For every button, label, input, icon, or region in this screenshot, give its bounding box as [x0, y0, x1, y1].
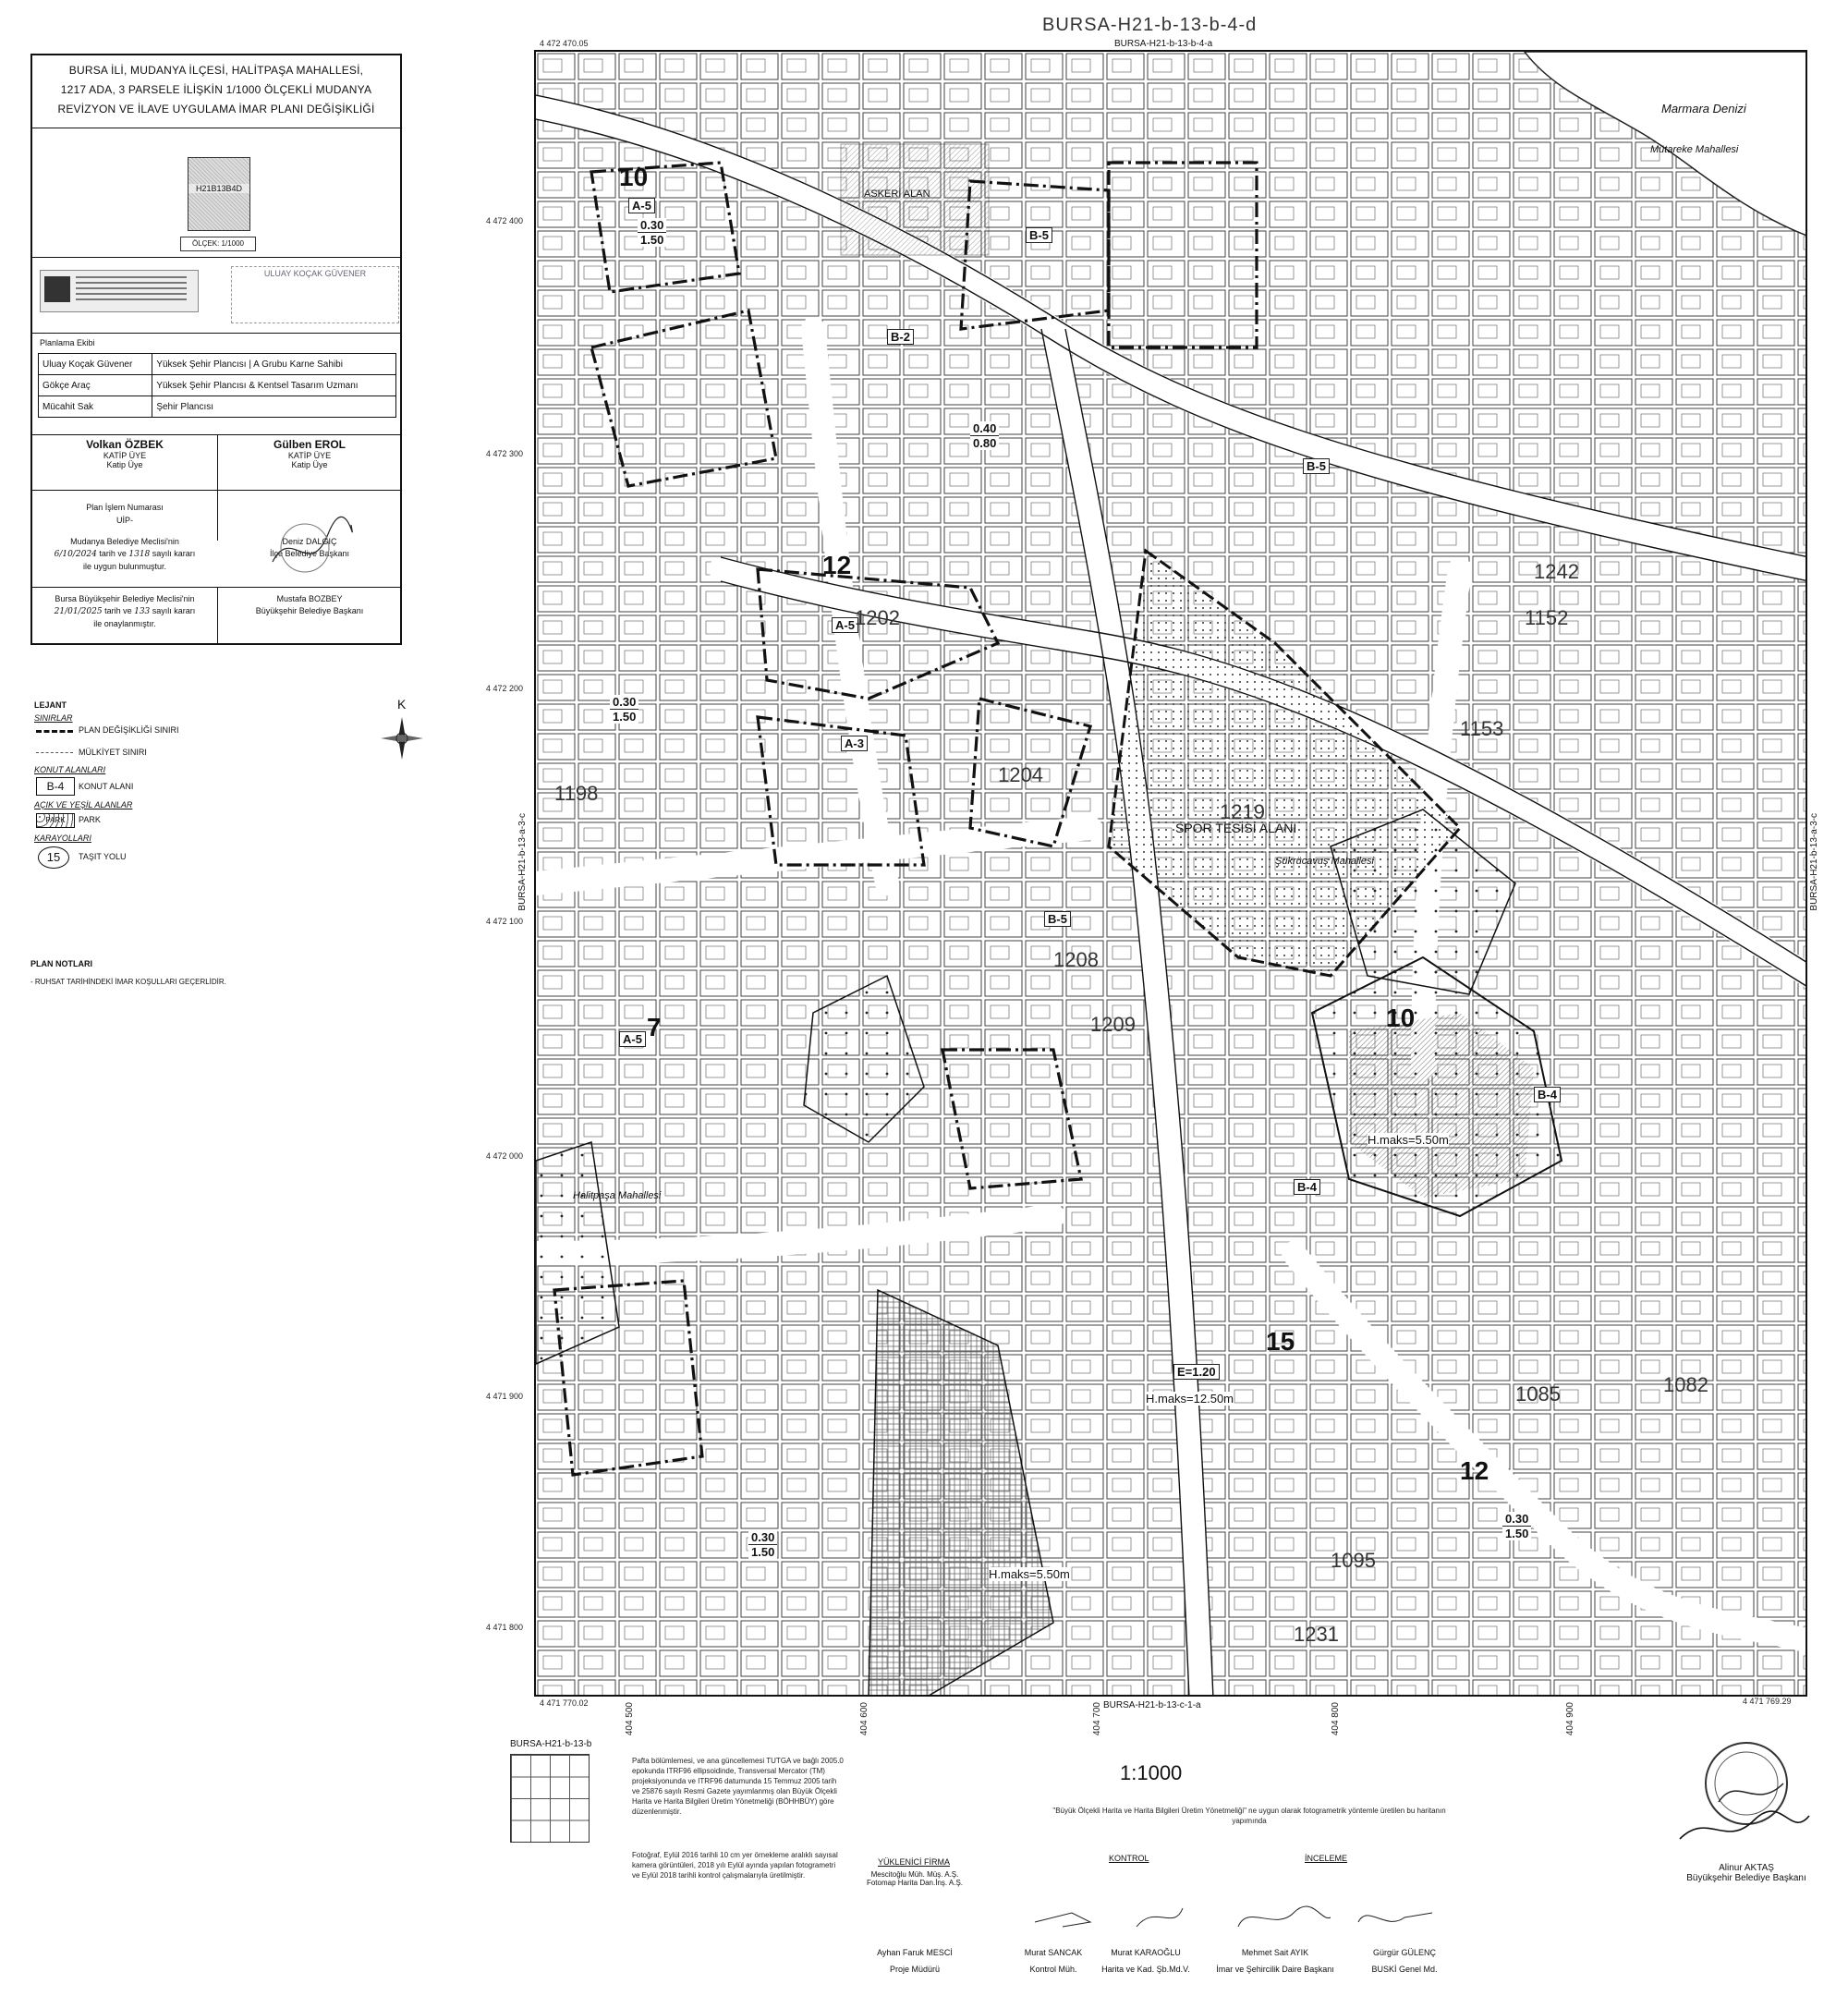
- signer-right-role: KATİP ÜYE: [287, 451, 332, 460]
- legend-section-head: KONUT ALANLARI: [34, 765, 106, 774]
- signer-left: [32, 438, 217, 469]
- zone-label[interactable]: A-5: [619, 1031, 646, 1047]
- signer-left-role-2: Katip Üye: [106, 460, 143, 469]
- title-block: [30, 54, 402, 645]
- contractor-head: YÜKLENİCİ FİRMA: [878, 1857, 951, 1867]
- plan-notes: [30, 959, 289, 986]
- table-row: [39, 375, 396, 396]
- plan-title-line-1: BURSA İLİ, MUDANYA İLÇESİ, HALİTPAŞA MAHALLESİ,: [68, 64, 364, 77]
- x-tick: 404 500: [625, 1702, 635, 1736]
- parcel-number[interactable]: 1153: [1460, 717, 1504, 740]
- place-label: Halitpaşa Mahallesi: [573, 1190, 662, 1201]
- approval-date: 6/10/2024: [54, 550, 97, 559]
- legend-section-head: AÇIK VE YEŞİL ALANLAR: [34, 800, 133, 809]
- density-value: 0.30: [1502, 1512, 1531, 1527]
- y-tick: 4 471 800: [486, 1623, 524, 1632]
- zone-label[interactable]: B-5: [1044, 911, 1071, 927]
- y-tick: 4 472 000: [486, 1151, 524, 1161]
- parcel-number[interactable]: 1204: [998, 763, 1043, 786]
- y-tick: 4 472 300: [486, 449, 524, 458]
- approval-text: tarih ve: [99, 549, 127, 558]
- plan-number-label: Plan İşlem Numarası: [86, 503, 164, 512]
- signatory-name: Murat SANCAK: [1024, 1948, 1083, 1957]
- contractor-companies: [859, 1870, 970, 1887]
- y-tick: 4 471 900: [486, 1392, 524, 1401]
- parcel-number[interactable]: 1208: [1053, 948, 1099, 971]
- approval-text: tarih ve: [104, 606, 132, 615]
- y-tick: 4 472 400: [486, 216, 524, 225]
- adjacent-sheet-right: BURSA-H21-b-13-a-3-c: [1809, 813, 1819, 911]
- corner-coordinate: 4 471 769.29: [1743, 1697, 1792, 1706]
- signatory-role: Kontrol Müh.: [1029, 1965, 1077, 1974]
- production-note: "Büyük Ölçekli Harita ve Harita Bilgileri Üretim Yönetmeliği" ne uygun olarak fotogrametrik yöntemle üretilen bu haritanın yapımında: [1052, 1807, 1446, 1825]
- team-title: Planlama Ekibi: [40, 338, 95, 347]
- district-mayor-name: Deniz DALGIÇ: [282, 537, 337, 546]
- signatory-name: Ayhan Faruk MESCİ: [877, 1948, 953, 1957]
- signatory-role: İmar ve Şehircilik Daire Başkanı: [1216, 1965, 1334, 1974]
- signer-right: [217, 438, 402, 469]
- signatory-role: Harita ve Kad. Şb.Md.V.: [1101, 1965, 1190, 1974]
- sheet-index-grid: [510, 1754, 590, 1843]
- plan-number-value: UİP-: [116, 516, 133, 525]
- mayor-footer-role: Büyükşehir Belediye Başkanı: [1686, 1873, 1806, 1883]
- plan-boundary-symbol: [36, 730, 73, 733]
- company-name: Mescitoğlu Müh. Müş. A.Ş.: [870, 1870, 959, 1879]
- density-value: 1.50: [638, 233, 666, 247]
- zone-label[interactable]: B-5: [1026, 227, 1052, 243]
- team-name: Gökçe Araç: [39, 375, 152, 396]
- signatory-name: Mehmet Sait AYIK: [1241, 1948, 1309, 1957]
- signatory-name: Murat KARAOĞLU: [1111, 1948, 1181, 1957]
- team-role: Yüksek Şehir Plancısı & Kentsel Tasarım Uzmanı: [152, 375, 396, 396]
- height-limit: H.maks=5.50m: [989, 1567, 1070, 1581]
- municipal-approval: [32, 536, 217, 573]
- approval-text: ile uygun bulunmuştur.: [82, 562, 167, 571]
- signatory-name: Gürgür GÜLENÇ: [1372, 1948, 1437, 1957]
- team-name: Uluay Koçak Güvener: [39, 354, 152, 375]
- density-value: 1.50: [748, 1545, 777, 1559]
- density-value: 0.30: [638, 218, 666, 233]
- team-role: Yüksek Şehir Plancısı | A Grubu Karne Sahibi: [152, 354, 396, 375]
- map-scale: 1:1000: [1120, 1761, 1183, 1784]
- height-limit: H.maks=5.50m: [1368, 1133, 1449, 1147]
- stamp-text: ULUAY KOÇAK GÜVENER: [263, 269, 367, 278]
- zone-label[interactable]: B-4: [1294, 1179, 1320, 1195]
- divider: [32, 333, 400, 334]
- road-width: 7: [647, 1013, 662, 1041]
- north-label: K: [397, 697, 407, 712]
- metropolitan-mayor: [217, 593, 402, 617]
- road-width: 15: [1266, 1327, 1295, 1356]
- plan-notes-title: PLAN NOTLARI: [30, 959, 92, 968]
- road-width-symbol: 15: [38, 846, 69, 869]
- parcel-number[interactable]: 1198: [554, 782, 599, 805]
- approval-text: ile onaylanmıştır.: [93, 619, 156, 628]
- plan-title: [32, 61, 400, 119]
- density-value: 0.40: [970, 421, 999, 436]
- approval-date: 21/01/2025: [54, 607, 103, 616]
- legend-item: PARK: [79, 815, 101, 824]
- zone-label[interactable]: B-5: [1303, 458, 1330, 474]
- x-tick: 404 700: [1092, 1702, 1102, 1736]
- sheet-code: H21B13B4D: [188, 184, 249, 193]
- team-name: Mücahit Sak: [39, 396, 152, 418]
- parcel-number[interactable]: 1242: [1534, 560, 1579, 583]
- planning-team-table: [38, 353, 396, 418]
- plan-title-line-3: REVİZYON VE İLAVE UYGULAMA İMAR PLANI DEĞİŞİKLİĞİ: [57, 103, 375, 116]
- road-width: 12: [1460, 1456, 1489, 1485]
- legend-item: TAŞIT YOLU: [79, 852, 127, 861]
- zone-label[interactable]: B-2: [887, 329, 914, 345]
- place-label: ASKERİ ALAN: [864, 189, 930, 200]
- legend-title: LEJANT: [34, 700, 67, 710]
- signatory-role: BUSKİ Genel Md.: [1371, 1965, 1438, 1974]
- zone-label[interactable]: A-5: [832, 617, 858, 633]
- place-label: Marmara Denizi: [1661, 102, 1746, 116]
- legend-section-head: SINIRLAR: [34, 713, 73, 723]
- legend: [30, 700, 271, 913]
- adjacent-sheet-top: BURSA-H21-b-13-b-4-a: [1114, 39, 1213, 49]
- company-name: Fotomap Harita Dan.İnş. A.Ş.: [866, 1879, 964, 1887]
- corner-coordinate: 4 471 770.02: [540, 1698, 589, 1708]
- zone-label[interactable]: E=1.20: [1173, 1364, 1220, 1380]
- adjacent-sheet-bottom: BURSA-H21-b-13-c-1-a: [1103, 1700, 1201, 1710]
- signatory: [841, 1948, 989, 1974]
- plan-note-item: - RUHSAT TARİHİNDEKİ İMAR KOŞULLARI GEÇERLİDİR.: [30, 978, 226, 986]
- parcel-number[interactable]: 1082: [1663, 1373, 1708, 1396]
- signatory: [1331, 1948, 1478, 1974]
- place-label: Mütareke Mahallesi: [1650, 144, 1739, 155]
- sheet-title: BURSA-H21-b-13-b-4-d: [1042, 15, 1258, 35]
- approval-number: 1318: [128, 550, 151, 559]
- park-symbol: PARK: [36, 813, 75, 828]
- density-value: 1.50: [610, 710, 638, 724]
- road-width: 10: [1386, 1004, 1416, 1032]
- height-limit: H.maks=12.50m: [1146, 1392, 1234, 1406]
- parcel-number[interactable]: 1202: [855, 606, 900, 629]
- metropolitan-approval: [32, 593, 217, 630]
- zone-label[interactable]: A-3: [841, 736, 868, 751]
- residential-symbol: B-4: [36, 777, 75, 796]
- parcel-number[interactable]: 1219: [1220, 800, 1265, 823]
- signatory: [1201, 1948, 1349, 1974]
- property-boundary-symbol: [36, 752, 73, 753]
- legend-item: KONUT ALANI: [79, 782, 134, 791]
- approval-text: sayılı kararı: [152, 606, 196, 615]
- divider: [32, 490, 400, 491]
- mayor-footer-name: Alinur AKTAŞ: [1719, 1863, 1774, 1873]
- parcel-number[interactable]: 1095: [1331, 1549, 1376, 1572]
- team-role: Şehir Plancısı: [152, 396, 396, 418]
- map-drawing: [536, 52, 1807, 1697]
- density-value: 0.30: [610, 695, 638, 710]
- review-head: İNCELEME: [1305, 1854, 1348, 1863]
- place-label: Şükrücavuş Mahallesi: [1275, 856, 1374, 867]
- zone-label[interactable]: B-4: [1534, 1087, 1561, 1102]
- footer-note: Fotoğraf, Eylül 2016 tarihli 10 cm yer örnekleme aralıklı sayısal kamera görüntüleri, 2018 yılı Eylül ayında yapılan fotogrametri ve Eylül 2018 tarihli kontrol çalışmalarıyla üretilmiştir.: [632, 1851, 838, 1880]
- north-arrow: [379, 697, 425, 748]
- signer-right-name: Gülben EROL: [274, 438, 346, 451]
- signer-left-name: Volkan ÖZBEK: [86, 438, 164, 451]
- divider: [32, 434, 400, 435]
- index-title: BURSA-H21-b-13-b: [510, 1739, 592, 1749]
- scale-label: ÖLÇEK: 1/1000: [180, 237, 256, 251]
- signatory-role: Proje Müdürü: [889, 1965, 941, 1974]
- approval-text: Mudanya Belediye Meclisi'nin: [70, 537, 179, 546]
- parcel-number[interactable]: 1231: [1294, 1623, 1339, 1646]
- zoning-map[interactable]: [534, 50, 1807, 1697]
- company-logo: [40, 270, 199, 312]
- density-value: 1.50: [1502, 1527, 1531, 1540]
- corner-coordinate: 4 472 470.05: [540, 39, 589, 48]
- y-tick: 4 472 200: [486, 684, 524, 693]
- road-width: 10: [619, 163, 649, 191]
- parcel-number[interactable]: 1152: [1525, 606, 1569, 629]
- adjacent-sheet-left: BURSA-H21-b-13-a-3-c: [517, 813, 528, 911]
- approval-number: 133: [134, 607, 151, 616]
- approval-text: Bursa Büyükşehir Belediye Meclisi'nin: [55, 594, 195, 603]
- signatory: [1072, 1948, 1220, 1974]
- approval-line: [32, 605, 217, 618]
- road-width: 12: [822, 551, 852, 579]
- plan-title-line-2: 1217 ADA, 3 PARSELE İLİŞKİN 1/1000 ÖLÇEKLİ MUDANYA: [60, 83, 372, 96]
- divider: [32, 257, 400, 258]
- parcel-number[interactable]: 1085: [1515, 1382, 1561, 1406]
- mayor-signature: [1671, 1802, 1818, 1857]
- y-tick: 4 472 100: [486, 917, 524, 926]
- legend-item: PLAN DEĞİŞİKLİĞİ SINIRI: [79, 725, 179, 735]
- signer-right-role-2: Katip Üye: [291, 460, 328, 469]
- signer-left-role: KATİP ÜYE: [103, 451, 147, 460]
- district-mayor-role: İlçe Belediye Başkanı: [269, 549, 350, 558]
- place-label: SPOR TESİSİ ALANI: [1175, 821, 1297, 835]
- plan-number-block: [32, 501, 217, 527]
- table-row: [39, 396, 396, 418]
- x-tick: 404 800: [1331, 1702, 1341, 1736]
- x-tick: 404 900: [1565, 1702, 1575, 1736]
- zone-label[interactable]: A-5: [628, 198, 655, 213]
- sheet-index-box: [188, 157, 250, 231]
- density-value: 0.80: [970, 436, 999, 450]
- control-head: KONTROL: [1109, 1854, 1149, 1863]
- footer-note: Pafta bölümlemesi, ve ana güncellemesi TUTGA ve bağlı 2005.0 epokunda ITRF96 ellipsoidinde, Transversal Mercator (TM) projeksiyonunda ve ITRF96 datumunda 15 Temmuz 2005 tarih ve 25876 sayılı Resmi Gazete yayımlanmış olan Büyük Ölçekli Harita ve Harita Bilgileri Üretim Yönetmeliği (BÖHHBÜY) göre düzenlenmiştir.: [632, 1757, 844, 1816]
- signature-mark: [263, 506, 365, 590]
- metropolitan-mayor-footer: [1663, 1863, 1830, 1883]
- approval-text: sayılı kararı: [152, 549, 196, 558]
- density-value: 0.30: [748, 1530, 777, 1545]
- legend-item: MÜLKİYET SINIRI: [79, 748, 147, 757]
- parcel-number[interactable]: 1209: [1090, 1013, 1136, 1036]
- metropolitan-mayor-role: Büyükşehir Belediye Başkanı: [255, 606, 364, 615]
- compass-icon: [379, 715, 425, 761]
- x-tick: 404 600: [859, 1702, 869, 1736]
- table-row: [39, 354, 396, 375]
- planner-stamp: [231, 266, 399, 323]
- legend-section-head: KARAYOLLARI: [34, 834, 91, 843]
- approval-line: [32, 548, 217, 561]
- signatures: [1016, 1894, 1478, 1941]
- metropolitan-mayor-name: Mustafa BOZBEY: [276, 594, 343, 603]
